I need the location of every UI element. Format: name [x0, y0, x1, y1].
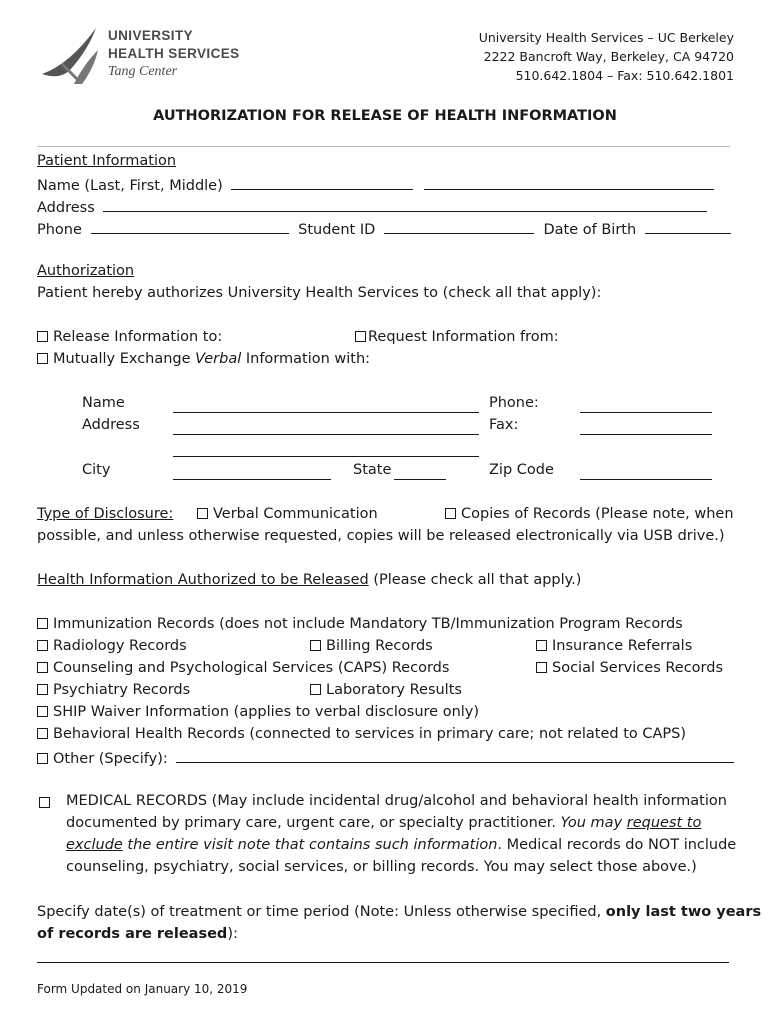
- address-label: Address: [37, 200, 95, 216]
- exchange-label-pre: Mutually Exchange: [53, 351, 196, 367]
- recipient-fax-label: Fax:: [489, 417, 519, 433]
- medical-line2: [66, 815, 701, 831]
- logo-line3: Tang Center: [108, 64, 178, 79]
- recipient-address-field-2[interactable]: [173, 442, 479, 457]
- request-from-label: Request Information from:: [368, 329, 559, 345]
- ship-option: [37, 704, 479, 720]
- psychiatry-option: [37, 682, 190, 698]
- verbal-option: [197, 506, 378, 522]
- uhs-logo: [40, 24, 270, 88]
- authorization-intro: Patient hereby authorizes University Health Services to (check all that apply):: [37, 285, 602, 301]
- name-field-last[interactable]: [231, 175, 413, 190]
- laboratory-option: [310, 682, 462, 698]
- recipient-state-label: State: [353, 462, 392, 478]
- behavioral-option: [37, 726, 686, 742]
- verbal-label: Verbal Communication: [213, 506, 378, 522]
- medical-line2-italic: You may: [560, 815, 627, 831]
- recipient-address-label: Address: [82, 417, 140, 433]
- exclude-link: exclude: [66, 837, 123, 853]
- medical-line3: [66, 837, 736, 853]
- address-line: 2222 Bancroft Way, Berkeley, CA 94720: [483, 49, 734, 64]
- request-from-checkbox[interactable]: [355, 331, 366, 342]
- recipient-fax-field[interactable]: [580, 420, 712, 435]
- medical-line3-italic: the entire visit note that contains such information: [122, 837, 498, 853]
- recipient-name-field[interactable]: [173, 398, 479, 413]
- other-specify-field[interactable]: [176, 748, 734, 763]
- psychiatry-label: Psychiatry Records: [53, 682, 191, 698]
- copies-checkbox[interactable]: [445, 508, 456, 519]
- insurance-label: Insurance Referrals: [552, 638, 693, 654]
- recipient-state-field[interactable]: [394, 465, 446, 480]
- billing-checkbox[interactable]: [310, 640, 321, 651]
- behavioral-label: Behavioral Health Records (connected to services in primary care; not related to CAPS): [53, 726, 687, 742]
- student-id-label: Student ID: [298, 222, 376, 238]
- student-id-field[interactable]: [384, 219, 534, 234]
- phone-label: Phone: [37, 222, 82, 238]
- health-info-note: (Please check all that apply.): [368, 572, 582, 588]
- verbal-checkbox[interactable]: [197, 508, 208, 519]
- caps-checkbox[interactable]: [37, 662, 48, 673]
- immunization-option: [37, 616, 683, 632]
- tang-center-logo-mark-icon: [40, 24, 104, 88]
- dates-bold1: only last two years: [605, 904, 762, 920]
- ship-label: SHIP Waiver Information (applies to verbal disclosure only): [53, 704, 480, 720]
- logo-line2: HEALTH SERVICES: [108, 46, 240, 61]
- insurance-option: [536, 638, 692, 654]
- radiology-checkbox[interactable]: [37, 640, 48, 651]
- name-label: Name (Last, First, Middle): [37, 178, 223, 194]
- laboratory-checkbox[interactable]: [310, 684, 321, 695]
- dates-post: ):: [227, 926, 238, 942]
- medical-line1: MEDICAL RECORDS (May include incidental drug/alcohol and behavioral health information: [66, 793, 727, 809]
- other-label: Other (Specify):: [53, 751, 168, 767]
- request-from-option: [355, 329, 559, 345]
- dob-label: Date of Birth: [543, 222, 637, 238]
- header-address: [479, 28, 734, 85]
- address-field[interactable]: [103, 197, 707, 212]
- psychiatry-checkbox[interactable]: [37, 684, 48, 695]
- dates-line1: [37, 904, 761, 920]
- address-line: 510.642.1804 – Fax: 510.642.1801: [515, 68, 734, 83]
- disclosure-heading: Type of Disclosure:: [37, 506, 174, 522]
- dates-text: Specify date(s) of treatment or time period (Note: Unless otherwise specified,: [37, 904, 606, 920]
- radiology-option: [37, 638, 187, 654]
- copies-label-cont: possible, and unless otherwise requested, copies will be released electronically via USB drive.): [37, 528, 725, 544]
- social-checkbox[interactable]: [536, 662, 547, 673]
- name-field-first-middle[interactable]: [424, 175, 714, 190]
- other-option: [37, 748, 734, 767]
- address-line: University Health Services – UC Berkeley: [478, 30, 734, 45]
- phone-field[interactable]: [91, 219, 289, 234]
- medical-line4: counseling, psychiatry, social services, or billing records. You may select those above.): [66, 859, 697, 875]
- recipient-phone-field[interactable]: [580, 398, 712, 413]
- form-title: AUTHORIZATION FOR RELEASE OF HEALTH INFORMATION: [153, 108, 617, 124]
- caps-label: Counseling and Psychological Services (CAPS) Records: [53, 660, 450, 676]
- divider: [37, 146, 730, 147]
- social-label: Social Services Records: [552, 660, 724, 676]
- recipient-city-label: City: [82, 462, 111, 478]
- health-info-heading-row: [37, 572, 581, 588]
- copies-option: [445, 506, 734, 522]
- form-updated-footer: Form Updated on January 10, 2019: [37, 982, 248, 996]
- billing-option: [310, 638, 433, 654]
- dates-bold2: of records are released: [37, 926, 228, 942]
- immunization-checkbox[interactable]: [37, 618, 48, 629]
- exchange-label-post: Information with:: [241, 351, 371, 367]
- dates-field[interactable]: [37, 948, 729, 963]
- immunization-label: Immunization Records (does not include Mandatory TB/Immunization Program Records: [53, 616, 683, 632]
- exchange-checkbox[interactable]: [37, 353, 48, 364]
- exchange-label-italic: Verbal: [195, 351, 242, 367]
- recipient-city-field[interactable]: [173, 465, 331, 480]
- patient-info-heading: Patient Information: [37, 153, 177, 169]
- release-to-checkbox[interactable]: [37, 331, 48, 342]
- authorization-heading: Authorization: [37, 263, 135, 279]
- ship-checkbox[interactable]: [37, 706, 48, 717]
- recipient-zip-field[interactable]: [580, 465, 712, 480]
- health-info-heading: Health Information Authorized to be Released: [37, 572, 369, 588]
- caps-option: [37, 660, 449, 676]
- medical-line2-text: documented by primary care, urgent care, or specialty practitioner.: [66, 815, 561, 831]
- request-to-exclude-link: request to: [626, 815, 702, 831]
- recipient-address-field[interactable]: [173, 420, 479, 435]
- name-row: [37, 175, 714, 194]
- phone-row: [37, 219, 731, 238]
- behavioral-checkbox[interactable]: [37, 728, 48, 739]
- recipient-name-label: Name: [82, 395, 125, 411]
- recipient-phone-label: Phone:: [489, 395, 539, 411]
- radiology-label: Radiology Records: [53, 638, 187, 654]
- medical-line3-text: . Medical records do NOT include: [497, 837, 737, 853]
- social-option: [536, 660, 723, 676]
- other-checkbox[interactable]: [37, 753, 48, 764]
- insurance-checkbox[interactable]: [536, 640, 547, 651]
- exchange-option: [37, 351, 370, 367]
- recipient-zip-label: Zip Code: [489, 462, 554, 478]
- copies-label: Copies of Records (Please note, when: [461, 506, 734, 522]
- medical-records-checkbox[interactable]: [39, 797, 50, 808]
- release-to-option: [37, 329, 222, 345]
- dob-field[interactable]: [645, 219, 731, 234]
- dates-line2: [37, 926, 238, 942]
- address-row: [37, 197, 707, 216]
- logo-line1: UNIVERSITY: [108, 28, 194, 43]
- laboratory-label: Laboratory Results: [326, 682, 462, 698]
- release-to-label: Release Information to:: [53, 329, 223, 345]
- billing-label: Billing Records: [326, 638, 433, 654]
